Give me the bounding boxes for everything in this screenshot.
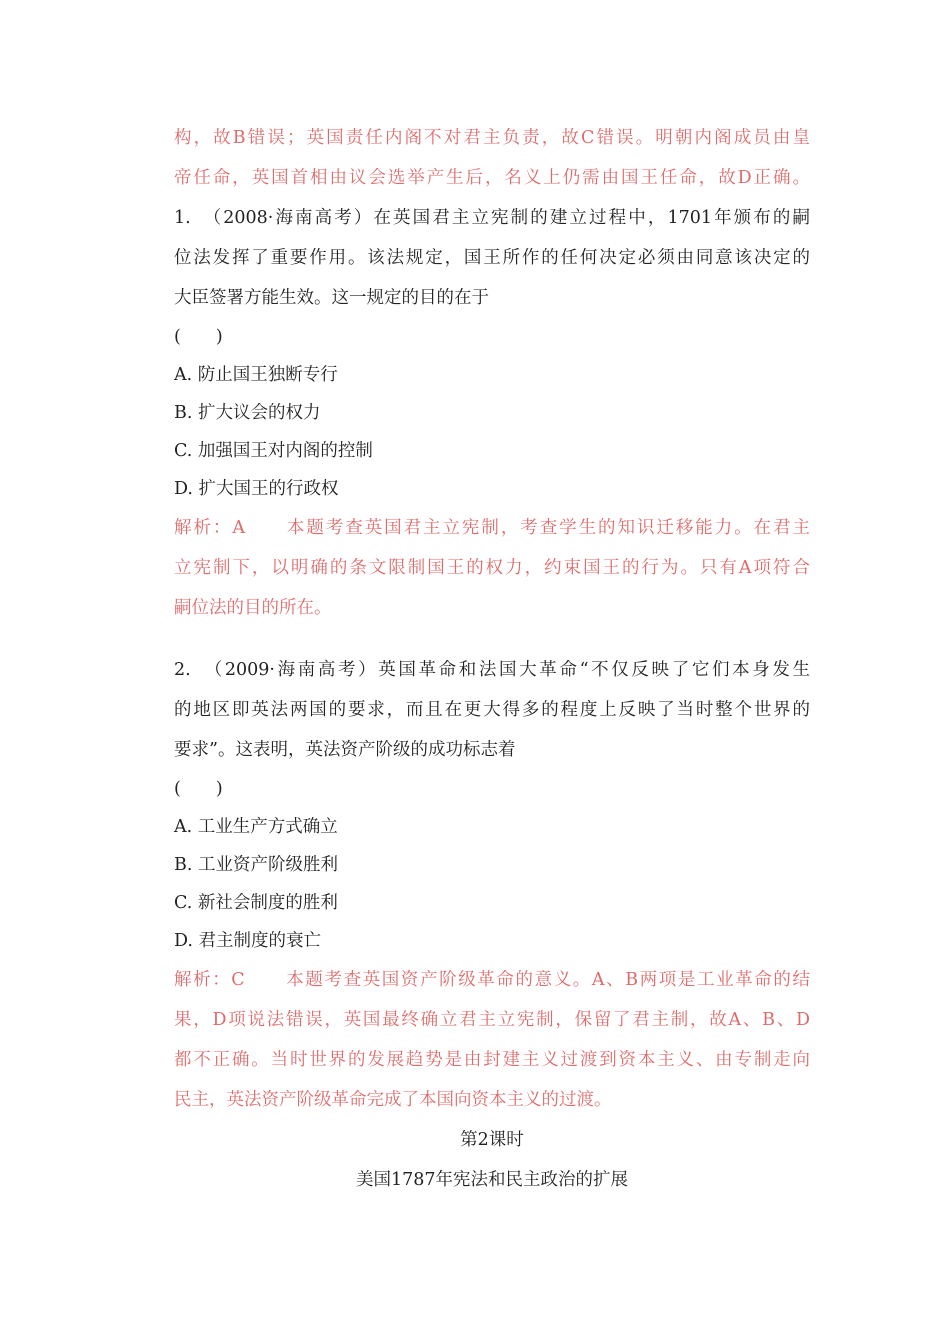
q1-analysis-label: 解析：A (174, 518, 245, 538)
q2-stem-line-3: 要求”。这表明，英法资产阶级的成功标志着 (174, 740, 516, 760)
q1-analysis-line-1 (174, 508, 810, 548)
q2-analysis-label: 解析：C (174, 970, 245, 990)
question-1 (174, 198, 810, 628)
lesson-title: 美国1787年宪法和民主政治的扩展 (355, 1170, 629, 1190)
q1-analysis-line-3: 嗣位法的目的所在。 (174, 598, 332, 618)
question-2 (174, 650, 810, 1120)
q2-option-a: A. 工业生产方式确立 (174, 817, 338, 837)
q1-stem-line-3: 大臣签署方能生效。这一规定的目的在于 (174, 288, 489, 308)
q1-stem-line-1: 1. （2008·海南高考）在英国君主立宪制的建立过程中，1701年颁布的嗣 (174, 208, 810, 228)
q1-analysis-text: 本题考查英国君主立宪制，考查学生的知识迁移能力。在君主 (284, 518, 811, 538)
q2-stem-line-2: 的地区即英法两国的要求，而且在更大得多的程度上反映了当时整个世界的 (174, 700, 810, 720)
q2-analysis-line-4: 民主，英法资产阶级革命完成了本国向资本主义的过渡。 (174, 1090, 612, 1110)
continuation-line-2: 帝任命，英国首相由议会选举产生后，名义上仍需由国王任命，故D正确。 (174, 168, 810, 188)
q1-option-b: B. 扩大议会的权力 (174, 403, 321, 423)
q1-answer-paren: ( ) (174, 327, 223, 347)
continuation-line-1: 构，故B错误；英国责任内阁不对君主负责，故C错误。明朝内阁成员由皇 (174, 128, 810, 148)
document-page (174, 118, 810, 1200)
q2-analysis-text: 本题考查英国资产阶级革命的意义。A、B两项是工业革命的结 (284, 970, 811, 990)
lesson-heading: 第2课时 (460, 1130, 524, 1150)
q2-analysis-line-3: 都不正确。当时世界的发展趋势是由封建主义过渡到资本主义、由专制走向 (174, 1050, 810, 1070)
q1-option-d: D. 扩大国王的行政权 (174, 479, 339, 499)
q1-option-a: A. 防止国王独断专行 (174, 365, 338, 385)
q2-option-c: C. 新社会制度的胜利 (174, 893, 338, 913)
q2-analysis-line-1 (174, 960, 810, 1000)
q1-option-c: C. 加强国王对内阁的控制 (174, 441, 373, 461)
q2-option-d: D. 君主制度的衰亡 (174, 931, 322, 951)
q2-answer-paren: ( ) (174, 779, 223, 799)
q2-stem-line-1: 2. （2009·海南高考）英国革命和法国大革命“不仅反映了它们本身发生 (174, 660, 810, 680)
q2-option-b: B. 工业资产阶级胜利 (174, 855, 338, 875)
q1-stem-line-2: 位法发挥了重要作用。该法规定，国王所作的任何决定必须由同意该决定的 (174, 248, 810, 268)
q2-analysis-line-2: 果，D项说法错误，英国最终确立君主立宪制，保留了君主制，故A、B、D (174, 1010, 810, 1030)
q1-analysis-line-2: 立宪制下，以明确的条文限制国王的权力，约束国王的行为。只有A项符合 (174, 558, 810, 578)
